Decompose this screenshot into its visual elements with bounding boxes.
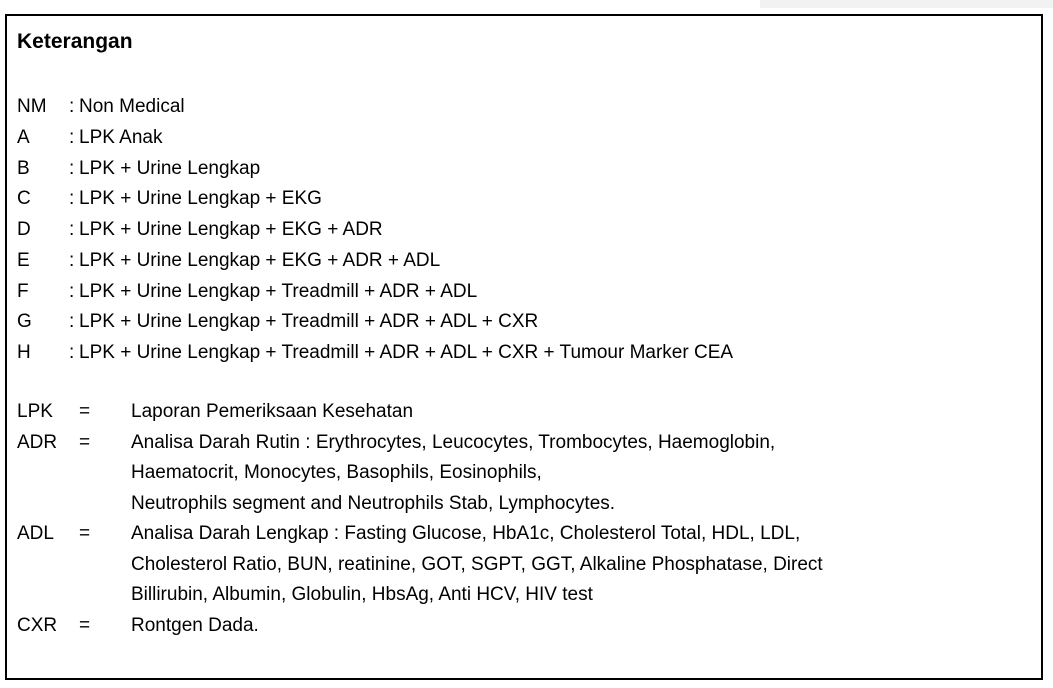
package-description: LPK + Urine Lengkap + EKG + ADR + ADL bbox=[79, 249, 441, 271]
definition-line: Neutrophils segment and Neutrophils Stab, Lymphocytes. bbox=[131, 492, 616, 514]
package-row-f bbox=[17, 277, 733, 308]
abbreviation-equals: = bbox=[79, 614, 91, 636]
package-row-b bbox=[17, 154, 733, 185]
package-code: H bbox=[17, 342, 31, 363]
abbreviation-equals: = bbox=[79, 523, 91, 544]
package-colon: : bbox=[69, 157, 75, 179]
abbreviation-term: CXR bbox=[17, 614, 58, 636]
package-row-nm bbox=[17, 92, 733, 123]
definition-line: Laporan Pemeriksaan Kesehatan bbox=[131, 401, 414, 422]
definition-line: Analisa Darah Lengkap : Fasting Glucose, HbA1c, Cholesterol Total, HDL, LDL, bbox=[131, 523, 801, 544]
package-description: LPK + Urine Lengkap + Treadmill + ADR + ADL bbox=[79, 280, 478, 302]
package-code: G bbox=[17, 311, 32, 333]
package-description: LPK + Urine Lengkap + Treadmill + ADR + ADL + CXR bbox=[79, 311, 539, 333]
abbreviation-equals: = bbox=[79, 431, 91, 453]
package-colon: : bbox=[69, 96, 75, 117]
abbreviation-row-cxr bbox=[17, 611, 823, 642]
abbreviation-definition bbox=[131, 519, 823, 611]
legend-box bbox=[5, 14, 1043, 680]
package-description: LPK Anak bbox=[79, 126, 163, 148]
package-description: LPK + Urine Lengkap bbox=[79, 157, 261, 179]
abbreviation-row-adr bbox=[17, 428, 823, 520]
abbreviation-definition bbox=[131, 397, 413, 428]
abbreviation-equals: = bbox=[79, 401, 91, 422]
package-description: Non Medical bbox=[79, 96, 185, 117]
package-colon: : bbox=[69, 219, 75, 240]
definition-line: Billirubin, Albumin, Globulin, HbsAg, Anti HCV, HIV test bbox=[131, 584, 593, 605]
abbreviation-definition bbox=[131, 611, 259, 642]
package-description: LPK + Urine Lengkap + EKG bbox=[79, 188, 322, 210]
legend-title: Keterangan bbox=[17, 30, 133, 53]
package-description: LPK + Urine Lengkap + Treadmill + ADR + ADL + CXR + Tumour Marker CEA bbox=[79, 342, 734, 363]
package-description: LPK + Urine Lengkap + EKG + ADR bbox=[79, 219, 383, 240]
package-row-c bbox=[17, 184, 733, 215]
abbreviation-row-adl bbox=[17, 519, 823, 611]
package-colon: : bbox=[69, 280, 75, 302]
package-colon: : bbox=[69, 188, 75, 210]
package-code: D bbox=[17, 219, 31, 240]
definition-line: Rontgen Dada. bbox=[131, 614, 259, 636]
package-row-a bbox=[17, 123, 733, 154]
package-code: F bbox=[17, 280, 29, 302]
package-row-d bbox=[17, 215, 733, 246]
package-colon: : bbox=[69, 311, 75, 333]
package-code: B bbox=[17, 157, 30, 179]
package-code: E bbox=[17, 249, 30, 271]
definition-line: Haematocrit, Monocytes, Basophils, Eosinophils, bbox=[131, 462, 542, 483]
abbreviation-term: ADL bbox=[17, 523, 54, 544]
package-code: NM bbox=[17, 96, 47, 117]
abbreviation-list bbox=[17, 397, 823, 641]
package-list bbox=[17, 92, 733, 369]
package-colon: : bbox=[69, 126, 75, 148]
definition-line: Analisa Darah Rutin : Erythrocytes, Leucocytes, Trombocytes, Haemoglobin, bbox=[131, 431, 776, 453]
abbreviation-definition bbox=[131, 428, 775, 520]
top-edge-strip bbox=[760, 0, 1053, 8]
abbreviation-term: LPK bbox=[17, 401, 53, 422]
definition-line: Cholesterol Ratio, BUN, reatinine, GOT, SGPT, GGT, Alkaline Phosphatase, Direct bbox=[131, 553, 823, 575]
package-code: A bbox=[17, 126, 30, 148]
package-colon: : bbox=[69, 342, 75, 363]
package-code: C bbox=[17, 188, 31, 210]
package-colon: : bbox=[69, 249, 75, 271]
package-row-e bbox=[17, 246, 733, 277]
package-row-g bbox=[17, 307, 733, 338]
abbreviation-row-lpk bbox=[17, 397, 823, 428]
abbreviation-term: ADR bbox=[17, 431, 58, 453]
package-row-h bbox=[17, 338, 733, 369]
